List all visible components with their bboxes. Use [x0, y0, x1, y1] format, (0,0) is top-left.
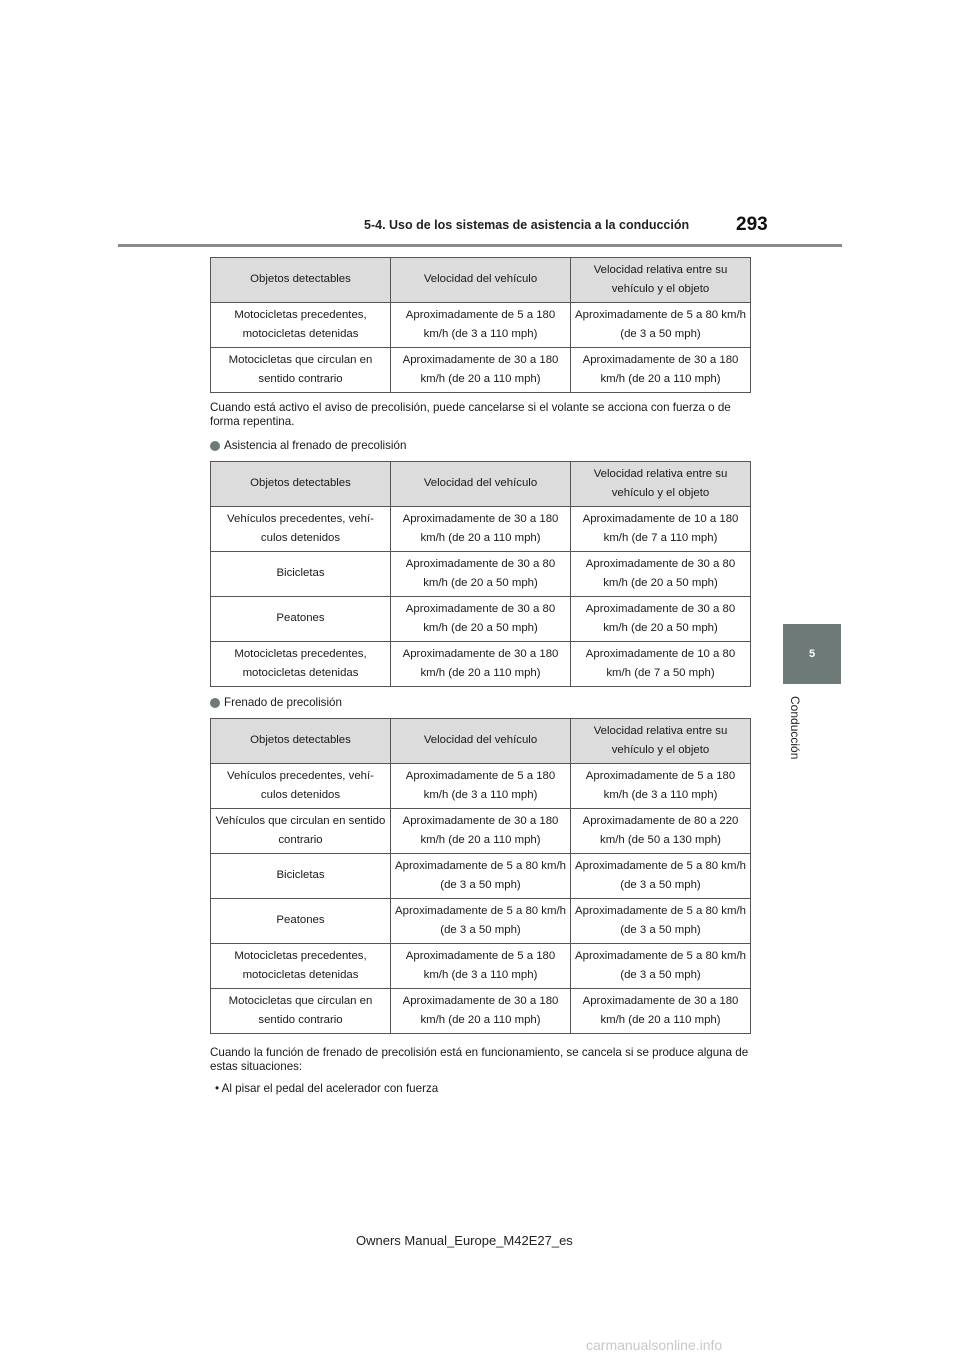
speed-table-brake-assist — [210, 461, 751, 687]
table-cell: Aproximadamente de 5 a 180 km/h (de 3 a 110 mph) — [391, 303, 571, 348]
header-cell-relative-speed: Velocidad relativa entre su vehículo y el objeto — [571, 258, 751, 303]
table-cell: Aproximadamente de 5 a 80 km/h (de 3 a 50 mph) — [571, 899, 751, 944]
header-cell-objects: Objetos detectables — [211, 719, 391, 764]
header-cell-relative-speed: Velocidad relativa entre su vehículo y el objeto — [571, 462, 751, 507]
table-cell: Peatones — [211, 597, 391, 642]
table-cell: Aproximadamente de 5 a 180 km/h (de 3 a 110 mph) — [571, 764, 751, 809]
table-row — [211, 552, 751, 597]
header-cell-vehicle-speed: Velocidad del vehículo — [391, 719, 571, 764]
table-cell: Aproximadamente de 30 a 180 km/h (de 20 a 110 mph) — [391, 507, 571, 552]
table-cell: Aproximadamente de 30 a 180 km/h (de 20 a 110 mph) — [391, 989, 571, 1034]
table-cell: Aproximadamente de 10 a 180 km/h (de 7 a 110 mph) — [571, 507, 751, 552]
table-cell: Motocicletas precedentes, motocicletas detenidas — [211, 944, 391, 989]
table-cell: Aproximadamente de 30 a 80 km/h (de 20 a 50 mph) — [571, 597, 751, 642]
table-header-row — [211, 258, 751, 303]
section-heading-text: Frenado de precolisión — [224, 696, 342, 709]
table-cell: Aproximadamente de 5 a 80 km/h (de 3 a 50 mph) — [571, 944, 751, 989]
table-cell: Aproximadamente de 10 a 80 km/h (de 7 a 50 mph) — [571, 642, 751, 687]
header-cell-objects: Objetos detectables — [211, 258, 391, 303]
table-cell: Aproximadamente de 5 a 80 km/h (de 3 a 50 mph) — [391, 854, 571, 899]
table-cell: Motocicletas precedentes, motocicletas detenidas — [211, 642, 391, 687]
table-row — [211, 597, 751, 642]
table-cell: Aproximadamente de 30 a 180 km/h (de 20 a 110 mph) — [391, 348, 571, 393]
header-cell-objects: Objetos detectables — [211, 462, 391, 507]
speed-table-warning — [210, 257, 751, 393]
chapter-label: Conducción — [788, 696, 802, 760]
table-header-row — [211, 462, 751, 507]
section-heading-brake-assist — [210, 439, 406, 452]
table-cell: Vehículos precedentes, vehí-culos detenidos — [211, 507, 391, 552]
bullet-dot-icon — [210, 441, 220, 451]
header-cell-vehicle-speed: Velocidad del vehículo — [391, 462, 571, 507]
table-cell: Vehículos precedentes, vehí-culos detenidos — [211, 764, 391, 809]
table-row — [211, 348, 751, 393]
table-cell: Aproximadamente de 30 a 180 km/h (de 20 a 110 mph) — [391, 809, 571, 854]
table-row — [211, 989, 751, 1034]
table-row — [211, 764, 751, 809]
table-cell: Motocicletas precedentes, motocicletas detenidas — [211, 303, 391, 348]
table-cell: Motocicletas que circulan en sentido contrario — [211, 348, 391, 393]
table-cell: Aproximadamente de 5 a 80 km/h (de 3 a 50 mph) — [571, 303, 751, 348]
table-row — [211, 854, 751, 899]
chapter-tab-number: 5 — [808, 648, 816, 660]
braking-cancel-note: Cuando la función de frenado de precolisión está en funcionamiento, se cancela si se produce alguna de estas situaciones: — [210, 1046, 749, 1073]
table-cell: Motocicletas que circulan en sentido contrario — [211, 989, 391, 1034]
speed-table-pre-collision-braking — [210, 718, 751, 1034]
table-cell: Bicicletas — [211, 854, 391, 899]
table-cell: Aproximadamente de 5 a 180 km/h (de 3 a 110 mph) — [391, 944, 571, 989]
table-cell: Aproximadamente de 30 a 80 km/h (de 20 a 50 mph) — [571, 552, 751, 597]
header-cell-vehicle-speed: Velocidad del vehículo — [391, 258, 571, 303]
table-cell: Peatones — [211, 899, 391, 944]
table-cell: Aproximadamente de 30 a 180 km/h (de 20 a 110 mph) — [391, 642, 571, 687]
header-divider — [118, 244, 842, 247]
warning-cancel-note: Cuando está activo el aviso de precolisión, puede cancelarse si el volante se acciona con fuerza o de forma repentina. — [210, 401, 731, 428]
header-cell-relative-speed: Velocidad relativa entre su vehículo y el objeto — [571, 719, 751, 764]
table-cell: Aproximadamente de 30 a 180 km/h (de 20 a 110 mph) — [571, 348, 751, 393]
chapter-tab[interactable] — [783, 624, 841, 684]
table-row — [211, 507, 751, 552]
watermark: carmanualsonline.info — [586, 1337, 723, 1353]
section-title: 5-4. Uso de los sistemas de asistencia a la conducción — [364, 218, 690, 232]
table-cell: Aproximadamente de 5 a 180 km/h (de 3 a 110 mph) — [391, 764, 571, 809]
section-heading-text: Asistencia al frenado de precolisión — [224, 439, 407, 452]
table-row — [211, 944, 751, 989]
table-cell: Bicicletas — [211, 552, 391, 597]
table-row — [211, 899, 751, 944]
table-row — [211, 642, 751, 687]
table-cell: Aproximadamente de 80 a 220 km/h (de 50 a 130 mph) — [571, 809, 751, 854]
table-cell: Aproximadamente de 5 a 80 km/h (de 3 a 50 mph) — [571, 854, 751, 899]
bullet-dot-icon — [210, 698, 220, 708]
table-row — [211, 809, 751, 854]
table-cell: Aproximadamente de 30 a 80 km/h (de 20 a 50 mph) — [391, 597, 571, 642]
table-cell: Aproximadamente de 30 a 80 km/h (de 20 a 50 mph) — [391, 552, 571, 597]
table-cell: Aproximadamente de 5 a 80 km/h (de 3 a 50 mph) — [391, 899, 571, 944]
page-number: 293 — [736, 214, 768, 235]
table-header-row — [211, 719, 751, 764]
page-footer: Owners Manual_Europe_M42E27_es — [356, 1233, 573, 1248]
table-cell: Vehículos que circulan en sentido contrario — [211, 809, 391, 854]
section-heading-pre-collision-braking — [210, 696, 342, 709]
list-item: • Al pisar el pedal del acelerador con fuerza — [215, 1082, 439, 1095]
table-cell: Aproximadamente de 30 a 180 km/h (de 20 a 110 mph) — [571, 989, 751, 1034]
table-row — [211, 303, 751, 348]
